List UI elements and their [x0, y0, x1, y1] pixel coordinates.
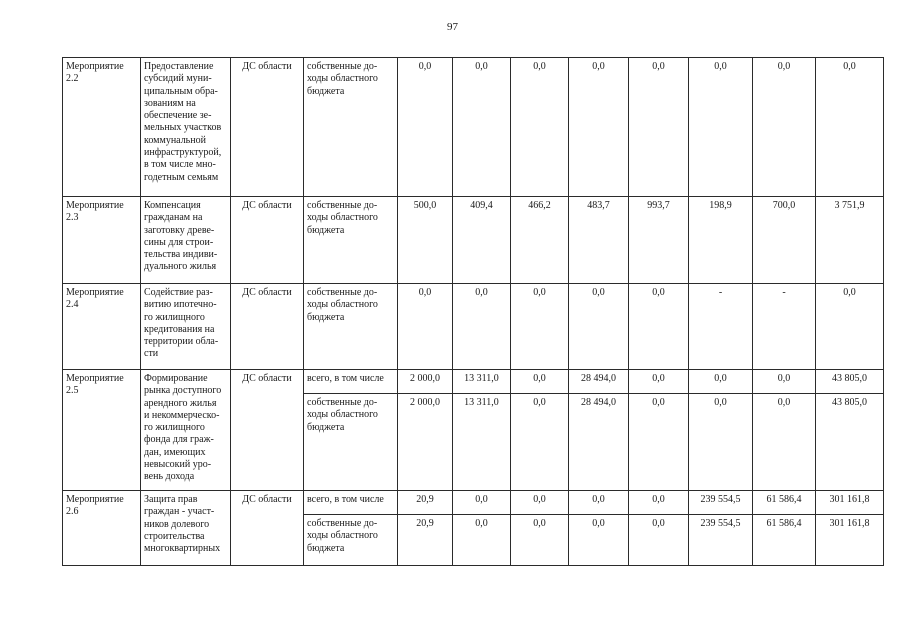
- funding-source-cell: всего, в том числе: [304, 491, 398, 515]
- value-cell: 0,0: [511, 491, 569, 515]
- value-cell: 0,0: [511, 284, 569, 370]
- value-cell: 0,0: [689, 370, 753, 394]
- executor-cell: ДС области: [231, 284, 304, 370]
- value-cell: 20,9: [398, 491, 453, 515]
- value-cell: 0,0: [511, 370, 569, 394]
- value-cell: 0,0: [629, 284, 689, 370]
- executor-cell: ДС области: [231, 197, 304, 284]
- value-cell: 13 311,0: [453, 370, 511, 394]
- page-number: 97: [447, 21, 458, 33]
- measure-description: Компенсация гражданам на заготовку древе- сины для строи- тельства индиви- дуального жилья: [141, 197, 231, 284]
- value-cell: 0,0: [816, 284, 884, 370]
- value-cell: 28 494,0: [569, 370, 629, 394]
- funding-source-cell: собственные до- ходы областного бюджета: [304, 284, 398, 370]
- table-row: [63, 491, 884, 515]
- value-cell: 20,9: [398, 515, 453, 566]
- value-cell: 409,4: [453, 197, 511, 284]
- value-cell: 0,0: [398, 58, 453, 197]
- value-cell: -: [689, 284, 753, 370]
- table-row: [63, 284, 884, 370]
- value-cell: 0,0: [689, 394, 753, 491]
- executor-cell: ДС области: [231, 58, 304, 197]
- value-cell: 43 805,0: [816, 394, 884, 491]
- value-cell: 3 751,9: [816, 197, 884, 284]
- value-cell: 198,9: [689, 197, 753, 284]
- value-cell: 61 586,4: [753, 515, 816, 566]
- value-cell: 0,0: [816, 58, 884, 197]
- value-cell: 0,0: [753, 394, 816, 491]
- value-cell: 0,0: [511, 515, 569, 566]
- measure-label: Мероприятие 2.4: [63, 284, 141, 370]
- table-row: [63, 197, 884, 284]
- value-cell: 2 000,0: [398, 370, 453, 394]
- measure-label: Мероприятие 2.2: [63, 58, 141, 197]
- funding-source-cell: собственные до- ходы областного бюджета: [304, 58, 398, 197]
- funding-table: [62, 57, 884, 566]
- table-row: [63, 58, 884, 197]
- measure-description: Содействие раз- витию ипотечно- го жилищного кредитования на территории обла- сти: [141, 284, 231, 370]
- value-cell: 0,0: [753, 58, 816, 197]
- measure-description: Предоставление субсидий муни- ципальным обра- зованиям на обеспечение зе- мельных участков коммунальной инфраструктурой, в том числе мно- годетным семьям: [141, 58, 231, 197]
- funding-source-cell: собственные до- ходы областного бюджета: [304, 394, 398, 491]
- value-cell: 0,0: [453, 284, 511, 370]
- value-cell: 2 000,0: [398, 394, 453, 491]
- value-cell: 500,0: [398, 197, 453, 284]
- executor-cell: ДС области: [231, 491, 304, 566]
- measure-label: Мероприятие 2.6: [63, 491, 141, 566]
- value-cell: 61 586,4: [753, 491, 816, 515]
- value-cell: -: [753, 284, 816, 370]
- value-cell: 0,0: [569, 491, 629, 515]
- value-cell: 0,0: [569, 284, 629, 370]
- measure-description: Защита прав граждан - участ- ников долевого строительства многоквартирных: [141, 491, 231, 566]
- funding-source-cell: собственные до- ходы областного бюджета: [304, 197, 398, 284]
- table-row: [63, 370, 884, 394]
- value-cell: 993,7: [629, 197, 689, 284]
- value-cell: 466,2: [511, 197, 569, 284]
- funding-source-cell: собственные до- ходы областного бюджета: [304, 515, 398, 566]
- value-cell: 0,0: [453, 491, 511, 515]
- value-cell: 700,0: [753, 197, 816, 284]
- measure-description: Формирование рынка доступного арендного жилья и некоммерческо- го жилищного фонда для граж- дан, имеющих невысокий уро- вень дохода: [141, 370, 231, 491]
- value-cell: 0,0: [511, 58, 569, 197]
- value-cell: 0,0: [629, 370, 689, 394]
- value-cell: 0,0: [629, 515, 689, 566]
- measure-label: Мероприятие 2.5: [63, 370, 141, 491]
- value-cell: 0,0: [453, 515, 511, 566]
- funding-source-cell: всего, в том числе: [304, 370, 398, 394]
- value-cell: 28 494,0: [569, 394, 629, 491]
- value-cell: 239 554,5: [689, 515, 753, 566]
- value-cell: 0,0: [398, 284, 453, 370]
- value-cell: 43 805,0: [816, 370, 884, 394]
- value-cell: 13 311,0: [453, 394, 511, 491]
- value-cell: 0,0: [569, 58, 629, 197]
- value-cell: 0,0: [753, 370, 816, 394]
- value-cell: 483,7: [569, 197, 629, 284]
- value-cell: 239 554,5: [689, 491, 753, 515]
- value-cell: 0,0: [629, 491, 689, 515]
- value-cell: 0,0: [511, 394, 569, 491]
- measure-label: Мероприятие 2.3: [63, 197, 141, 284]
- value-cell: 0,0: [453, 58, 511, 197]
- value-cell: 0,0: [689, 58, 753, 197]
- value-cell: 301 161,8: [816, 515, 884, 566]
- value-cell: 0,0: [569, 515, 629, 566]
- value-cell: 301 161,8: [816, 491, 884, 515]
- value-cell: 0,0: [629, 58, 689, 197]
- value-cell: 0,0: [629, 394, 689, 491]
- executor-cell: ДС области: [231, 370, 304, 491]
